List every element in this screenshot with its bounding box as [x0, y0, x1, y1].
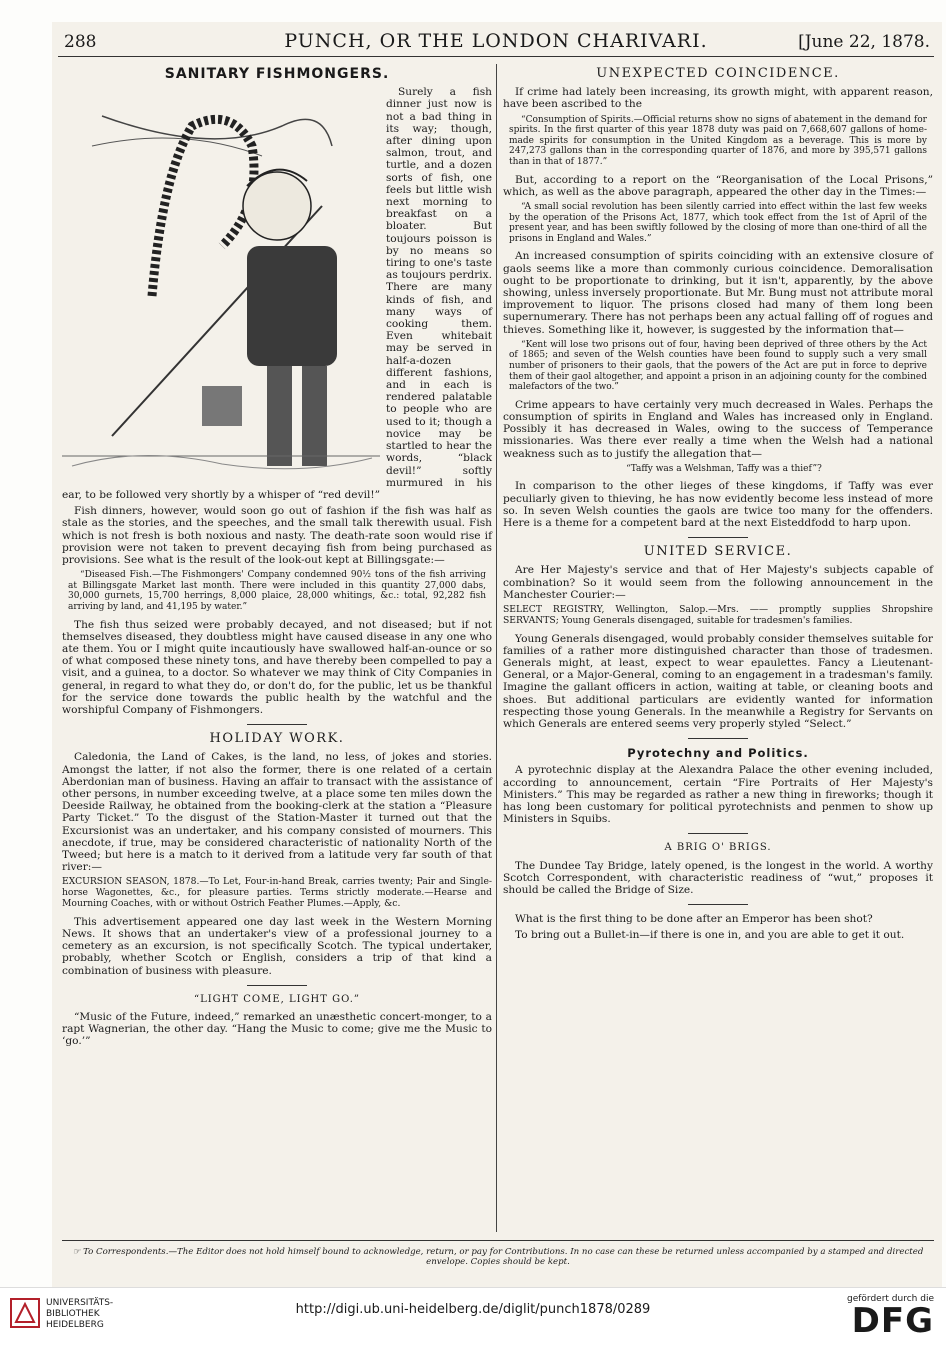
- quotation: “Taffy was a Welshman, Taffy was a thief”?: [626, 463, 822, 474]
- advertisement: EXCURSION SEASON, 1878.—To Let, Four-in-hand Break, carries twenty; Pair and Single-horse Wagonettes, &c., for pleasure parties. Terms strictly moderate.—Hearse and Mourning Coaches, with or without Ostrich Feather Plumes.—Apply, &c.: [62, 876, 492, 909]
- article-title-light-come: “LIGHT COME, LIGHT GO.”: [193, 993, 361, 1005]
- quotation: “Kent will lose two prisons out of four, having been deprived of three others by the Act of 1865; and seven of the Welsh counties have been found to supply such a very small number of prisoners to their gaols, that the powers of the Act are put in force to deprive them of their gaol altogether, and appoint a prison in an adjoining county for the combined malefactors of the two.”: [509, 339, 927, 393]
- article-title-brig: A BRIG O' BRIGS.: [664, 842, 772, 854]
- source-url[interactable]: http://digi.ub.uni-heidelberg.de/diglit/punch1878/0289: [295, 1302, 651, 1317]
- paragraph: Crime appears to have certainly very much decreased in Wales. Perhaps the consumption of spirits in England and Wales has increased only in England. Possibly it has decreased in Wales, owing to the success of Temperance missionaries. Was there ever really a time when the Welsh had a national weakness such as to justify the allegation that—: [503, 398, 933, 460]
- separator: [688, 537, 748, 538]
- article-title-sanitary: SANITARY FISHMONGERS.: [164, 66, 390, 82]
- paragraph: An increased consumption of spirits coinciding with an extensive closure of gaols seems like a more than commonly curious coincidence. Demoralisation ought to be proportionate to drinking, but it isn't, apparently, by the above showing, unless inversely proportionate. But Mr. Bung must not attribute moral improvement to liquor. The prisons closed had many of them long been supernumerary. There has not perhaps been any actual falling off of rogues and thieves. Something like it, however, is suggested by the information that—: [503, 250, 933, 336]
- article-title-holiday: HOLIDAY WORK.: [209, 731, 345, 747]
- paragraph: A pyrotechnic display at the Alexandra Palace the other evening included, according to announcement, certain “Fire Portraits of Her Majesty's Ministers.” This may be regarded as rather a new thing in fireworks; though it has long been customary for political pyrotechnists and penmen to show up Ministers in Squibs.: [503, 764, 933, 826]
- separator: [247, 985, 307, 986]
- dfg-wordmark: DFG: [851, 1301, 934, 1341]
- article-title-united-service: UNITED SERVICE.: [643, 544, 793, 560]
- paragraph: This advertisement appeared one day last week in the Western Morning News. It shows that an undertaker's view of a professional journey to a cemetery as an excursion, is not specifically Scotch. The typical undertaker, probably, whether Scotch or English, considers a trip of that kind a combination of business with pleasure.: [62, 915, 492, 977]
- separator: [247, 724, 307, 725]
- separator: [688, 738, 748, 739]
- logo-line: HEIDELBERG: [46, 1320, 104, 1330]
- dfg-logo[interactable]: [847, 1294, 934, 1341]
- dfg-caption: gefördert durch die: [847, 1294, 934, 1304]
- advertisement: SELECT REGISTRY, Wellington, Salop.—Mrs. —— promptly supplies Shropshire SERVANTS; Young Generals disengaged, suitable for tradesmen's families.: [503, 603, 933, 626]
- paragraph: Caledonia, the Land of Cakes, is the land, no less, of jokes and stories. Amongst the latter, if not also the former, there is one related of a certain Aberdonian man of business. Having an affair to transact with the assistance of other persons, in number exceeding twelve, at a place some ten miles down the Deeside Railway, he obtained from the booking-clerk at the station a “Pleasure Party Ticket.” To the disgust of the Station-Master it turned out that the Excursionist was an undertaker, and his company consisted of mourners. This anecdote, if true, may be considered characteristic of nationality North of the Tweed; but here is a match to it derived from a latitude very far south of that river:—: [62, 751, 492, 874]
- paragraph: If crime had lately been increasing, its growth might, with apparent reason, have been ascribed to the: [503, 86, 933, 111]
- paragraph: What is the first thing to be done after an Emperor has been shot?: [515, 913, 873, 926]
- paragraph: But, according to a report on the “Reorganisation of the Local Prisons,” which, as well as the above paragraph, appeared the other day in the Times:—: [503, 173, 933, 198]
- correspondents-notice: ☞ To Correspondents.—The Editor does not hold himself bound to acknowledge, return, or pay for Contributions. In no case can these be returned unless accompanied by a stamped and directed envelope. Copies should be kept.: [62, 1240, 934, 1267]
- paragraph: To bring out a Bullet-in—if there is one in, and you are able to get it out.: [515, 929, 905, 942]
- masthead-title: PUNCH, OR THE LONDON CHARIVARI.: [284, 30, 708, 52]
- article-title-coincidence: UNEXPECTED COINCIDENCE.: [596, 66, 840, 81]
- logo-line: BIBLIOTHEK: [46, 1309, 100, 1319]
- paragraph: Young Generals disengaged, would probably consider themselves suitable for families of a rather more distinguished character than those of tradesmen. Generals might, at least, expect to wear epaulettes. Fancy a Lieutenant-General, or a Major-General, coming to an engagement in a tradesman's family. Imagine the gallant officers in action, waiting at table, or cleaning boots and shoes. But additional particulars are evidently wanted for information respecting those young Generals. In the meanwhile a Registry for Servants on which Generals are entered seems very properly styled “Select.”: [503, 632, 933, 730]
- paragraph: The Dundee Tay Bridge, lately opened, is the longest in the world. A worthy Scotch Correspondent, with characteristic readiness of “wut,” proposes it should be called the Bridge of Size.: [503, 859, 933, 897]
- paragraph: Surely a fish dinner just now is not a bad thing in its way; though, after dining upon salmon, trout, and turtle, and a dozen sorts of fish, one feels but little wish next morning to breakfast on a bloater. But toujours poisson is by no means so tiring to one's taste as toujours perdrix. There are many kinds of fish, and many ways of cooking them. Even whitebait may be served in half-a-dozen different fashions, and in each is rendered palatable to people who are used to it; though a novice may be startled to hear the words, “black devil!” softly murmured in his ear, to be followed very shortly by a whisper of “red devil!”: [62, 86, 492, 501]
- quotation: “Diseased Fish.—The Fishmongers' Company condemned 90½ tons of the fish arriving at Billingsgate Market last month. There were included in this quantity 27,000 dabs, 30,000 gurnets, 15,700 herrings, 8,000 plaice, 28,000 whitings, &c.: total, 92,282 fish arriving by land, and 41,195 by water.”: [68, 570, 486, 612]
- column-divider: [496, 64, 497, 1232]
- running-header: [58, 30, 934, 57]
- left-column: [62, 66, 492, 1052]
- logo-line: UNIVERSITÄTS-: [46, 1298, 114, 1308]
- paragraph: Fish dinners, however, would soon go out of fashion if the fish was half as stale as the stories, and the speeches, and the small talk therewith usual. Fish which is not fresh is both noxious and nasty. The death-rate soon would rise if provision were not taken to prevent decaying fish from being purchased as provisions. See what is the result of the look-out kept at Billingsgate:—: [62, 505, 492, 566]
- right-column: [503, 66, 933, 946]
- paragraph: Are Her Majesty's service and that of Her Majesty's subjects capable of combination? So it would seem from the following announcement in the Manchester Courier:—: [503, 564, 933, 601]
- fishmonger-illustration: [62, 86, 380, 474]
- quotation: “Consumption of Spirits.—Official returns show no signs of abatement in the demand for spirits. In the first quarter of this year 1878 duty was paid on 7,668,607 gallons of home-made spirits for consumption in the United Kingdom as a beverage. This is more by 247,273 gallons than in the corresponding quarter of 1876, and more by 395,571 gallons than in that of 1877.”: [509, 114, 927, 167]
- article-title-pyrotechny: Pyrotechny and Politics.: [627, 746, 809, 761]
- paragraph: “Music of the Future, indeed,” remarked an unæsthetic concert-monger, to a rapt Wagnerian, the other day. “Hang the Music to come; give me the Music to ‘go.’”: [62, 1010, 492, 1048]
- paragraph: In comparison to the other lieges of these kingdoms, if Taffy was ever peculiarly given to thieving, he has now evidently become less instead of more so. In seven Welsh counties the gaols are twice too many for the offenders. Here is a theme for a competent bard at the next Eisteddfodd to harp upon.: [503, 480, 933, 529]
- paragraph: The fish thus seized were probably decayed, and not diseased; but if not themselves diseased, they doubtless might have caused disease in any one who ate them. You or I might quite incautiously have swallowed half-an-ounce or so of what composed these ninety tons, and have thereby been compelled to pay a visit, and a guinea, to a doctor. So whatever we may think of City Companies in general, in regard to what they do, or don't do, for the public, let us be thankful for the service done towards the public health by the watchful and the worshipful Company of Fishmongers.: [62, 618, 492, 716]
- page-number: 288: [64, 32, 97, 52]
- viewer-footer-bar: [0, 1287, 946, 1347]
- separator: [688, 833, 748, 834]
- quotation: “A small social revolution has been silently carried into effect within the last few weeks by the operation of the Prisons Act, 1877, which took effect from the 1st of April of the present year, and has been swiftly followed by the closing of more than one-third of all the prisons in England and Wales.”: [509, 201, 927, 244]
- separator: [688, 904, 748, 905]
- issue-date: [June 22, 1878.: [798, 32, 930, 52]
